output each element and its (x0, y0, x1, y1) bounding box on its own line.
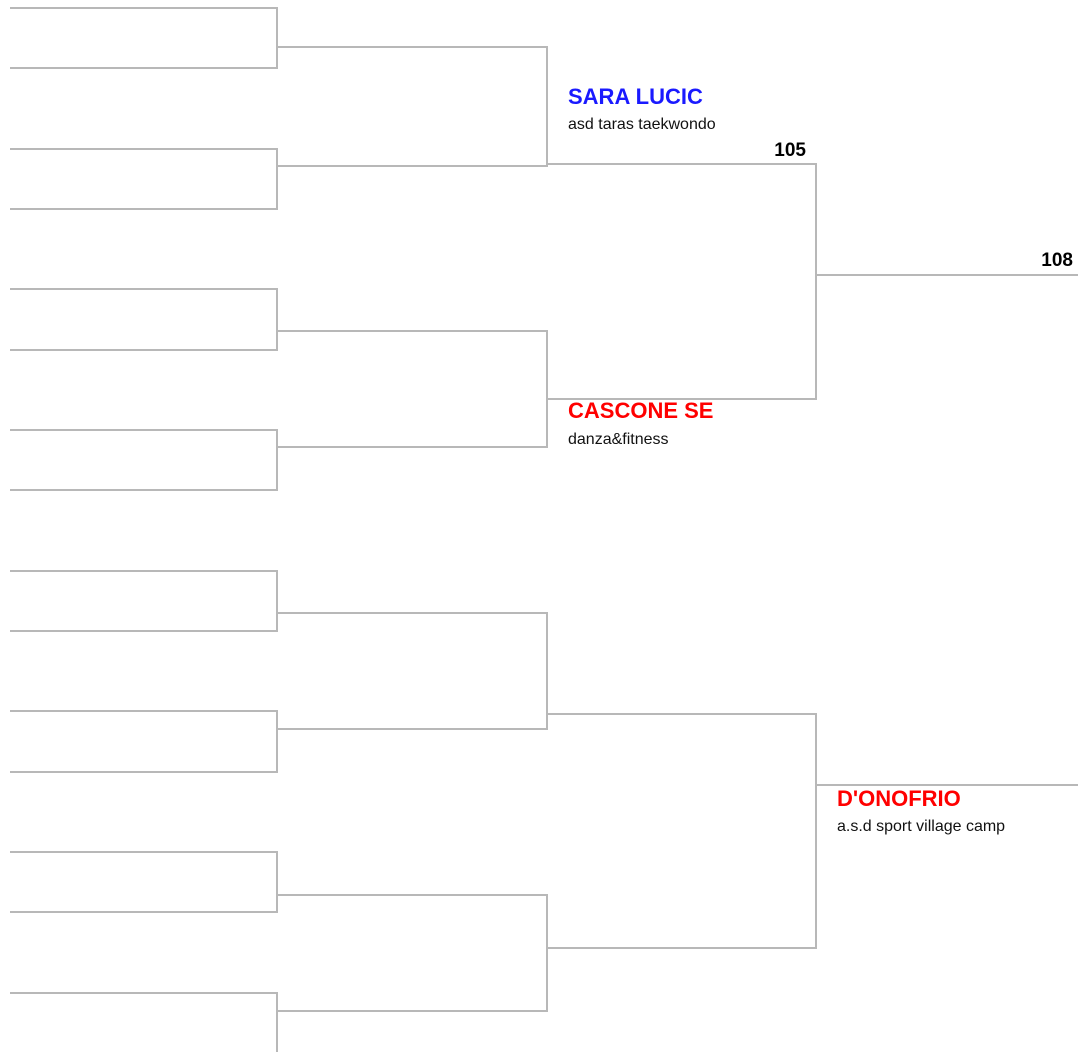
bracket-slot (10, 208, 278, 210)
bracket-connector (276, 570, 278, 632)
bracket-slot (10, 911, 278, 913)
match-number: 108 (1041, 250, 1073, 271)
bracket-slot (817, 274, 1078, 276)
bracket-slot (10, 710, 278, 712)
bracket-slot (10, 771, 278, 773)
bracket-connector (276, 7, 278, 69)
athlete-club: asd taras taekwondo (568, 116, 716, 133)
bracket-slot (10, 148, 278, 150)
bracket-slot (10, 429, 278, 431)
bracket-slot (278, 728, 548, 730)
bracket-slot (10, 288, 278, 290)
bracket-slot (278, 1010, 548, 1012)
bracket-slot (10, 992, 278, 994)
athlete-name: SARA LUCIC (568, 84, 703, 109)
bracket-slot (278, 165, 548, 167)
bracket-slot (10, 630, 278, 632)
bracket-slot (10, 489, 278, 491)
match-number: 105 (774, 140, 806, 161)
bracket-slot (278, 446, 548, 448)
bracket-slot (278, 612, 548, 614)
bracket-slot (10, 349, 278, 351)
bracket-connector (276, 288, 278, 351)
bracket-connector (276, 710, 278, 773)
bracket-slot (548, 947, 817, 949)
bracket-slot (10, 7, 278, 9)
bracket-connector (546, 894, 548, 1012)
bracket-slot (10, 570, 278, 572)
bracket-connector (276, 429, 278, 491)
bracket-slot (548, 163, 817, 165)
athlete-name: D'ONOFRIO (837, 786, 961, 811)
athlete-name: CASCONE SE (568, 398, 714, 423)
bracket-slot (10, 67, 278, 69)
athlete-club: a.s.d sport village camp (837, 818, 1006, 835)
bracket-connector (276, 851, 278, 913)
bracket-connector (276, 992, 278, 1052)
bracket-slot (278, 330, 548, 332)
athlete-club: danza&fitness (568, 431, 669, 448)
bracket-slot (278, 46, 548, 48)
bracket-connector (815, 163, 817, 400)
bracket-slot (548, 713, 817, 715)
bracket-connector (815, 713, 817, 949)
bracket-connector (546, 46, 548, 167)
bracket-slot (10, 851, 278, 853)
bracket-connector (276, 148, 278, 210)
bracket-slot (278, 894, 548, 896)
bracket-connector (546, 330, 548, 448)
